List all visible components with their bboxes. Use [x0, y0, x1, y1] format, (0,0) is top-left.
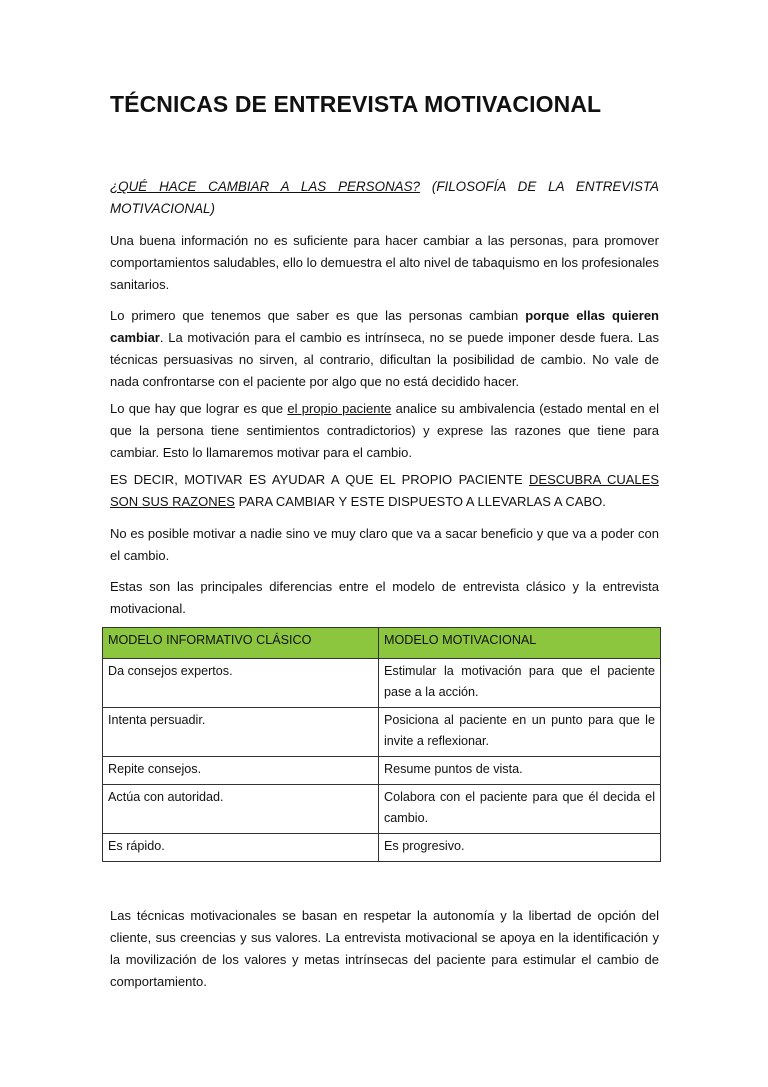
table-row [103, 785, 661, 834]
comparison-table [102, 627, 661, 862]
paragraph-4-end: PARA CAMBIAR Y ESTE DISPUESTO A LLEVARLAS A CABO. [234, 494, 606, 509]
table-cell-classic: Actúa con autoridad. [103, 785, 379, 834]
table-header-motivational: MODELO MOTIVACIONAL [379, 628, 661, 659]
paragraph-3 [110, 398, 659, 464]
paragraph-1: Una buena información no es suficiente para hacer cambiar a las personas, para promover comportamientos saludables, ello lo demuestra el alto nivel de tabaquismo en los profesionales sanitarios. [110, 233, 659, 292]
paragraph-5: No es posible motivar a nadie sino ve muy claro que va a sacar beneficio y que va a poder con el cambio. [110, 526, 659, 563]
table-row [103, 757, 661, 785]
paragraph-4-start: ES DECIR, MOTIVAR ES AYUDAR A QUE EL PROPIO PACIENTE [110, 472, 530, 487]
table-cell-motivational: Estimular la motivación para que el paciente pase a la acción. [379, 659, 661, 708]
section-heading-subtitle: (FILOSOFÍA DE LA ENTREVISTA MOTIVACIONAL) [110, 179, 659, 216]
table-header-row [103, 628, 661, 659]
section-heading [110, 176, 659, 220]
table-cell-classic: Es rápido. [103, 834, 379, 862]
table-cell-classic: Da consejos expertos. [103, 659, 379, 708]
paragraph-2-bold: porque ellas quieren cambiar [110, 308, 659, 345]
table-cell-motivational: Es progresivo. [379, 834, 661, 862]
paragraph-2-end: . La motivación para el cambio es intrínseca, no se puede imponer desde fuera. Las técnicas persuasivas no sirven, al contrario, dificultan la posibilidad de cambio. No vale de nada confrontarse con el paciente por algo que no está decidido hacer. [110, 330, 659, 389]
paragraph-4 [110, 469, 659, 513]
paragraph-2 [110, 305, 659, 393]
table-header-classic: MODELO INFORMATIVO CLÁSICO [103, 628, 379, 659]
paragraph-3-end: analice su ambivalencia (estado mental en el que la persona tiene sentimientos contradictorios) y exprese las razones que tiene para cambiar. Esto lo llamaremos motivar para el cambio. [110, 401, 659, 460]
document-title: TÉCNICAS DE ENTREVISTA MOTIVACIONAL [110, 91, 602, 117]
table-cell-motivational: Colabora con el paciente para que él decida el cambio. [379, 785, 661, 834]
table-cell-motivational: Posiciona al paciente en un punto para que le invite a reflexionar. [379, 708, 661, 757]
paragraph-3-start: Lo que hay que lograr es que [110, 401, 288, 416]
paragraph-7: Las técnicas motivacionales se basan en respetar la autonomía y la libertad de opción del cliente, sus creencias y sus valores. La entrevista motivacional se apoya en la identificación y la movilización de los valores y metas intrínsecas del paciente para estimular el cambio de comportamiento. [110, 908, 659, 989]
table-cell-classic: Intenta persuadir. [103, 708, 379, 757]
table-cell-motivational: Resume puntos de vista. [379, 757, 661, 785]
table-cell-classic: Repite consejos. [103, 757, 379, 785]
table-row [103, 834, 661, 862]
paragraph-4-underlined: DESCUBRA CUALES SON SUS RAZONES [110, 472, 659, 509]
paragraph-2-start: Lo primero que tenemos que saber es que las personas cambian [110, 308, 526, 323]
table-row [103, 659, 661, 708]
table-row [103, 708, 661, 757]
paragraph-3-underlined: el propio paciente [287, 401, 392, 416]
paragraph-6: Estas son las principales diferencias entre el modelo de entrevista clásico y la entrevista motivacional. [110, 579, 659, 616]
section-heading-question: ¿QUÉ HACE CAMBIAR A LAS PERSONAS? [110, 179, 420, 194]
